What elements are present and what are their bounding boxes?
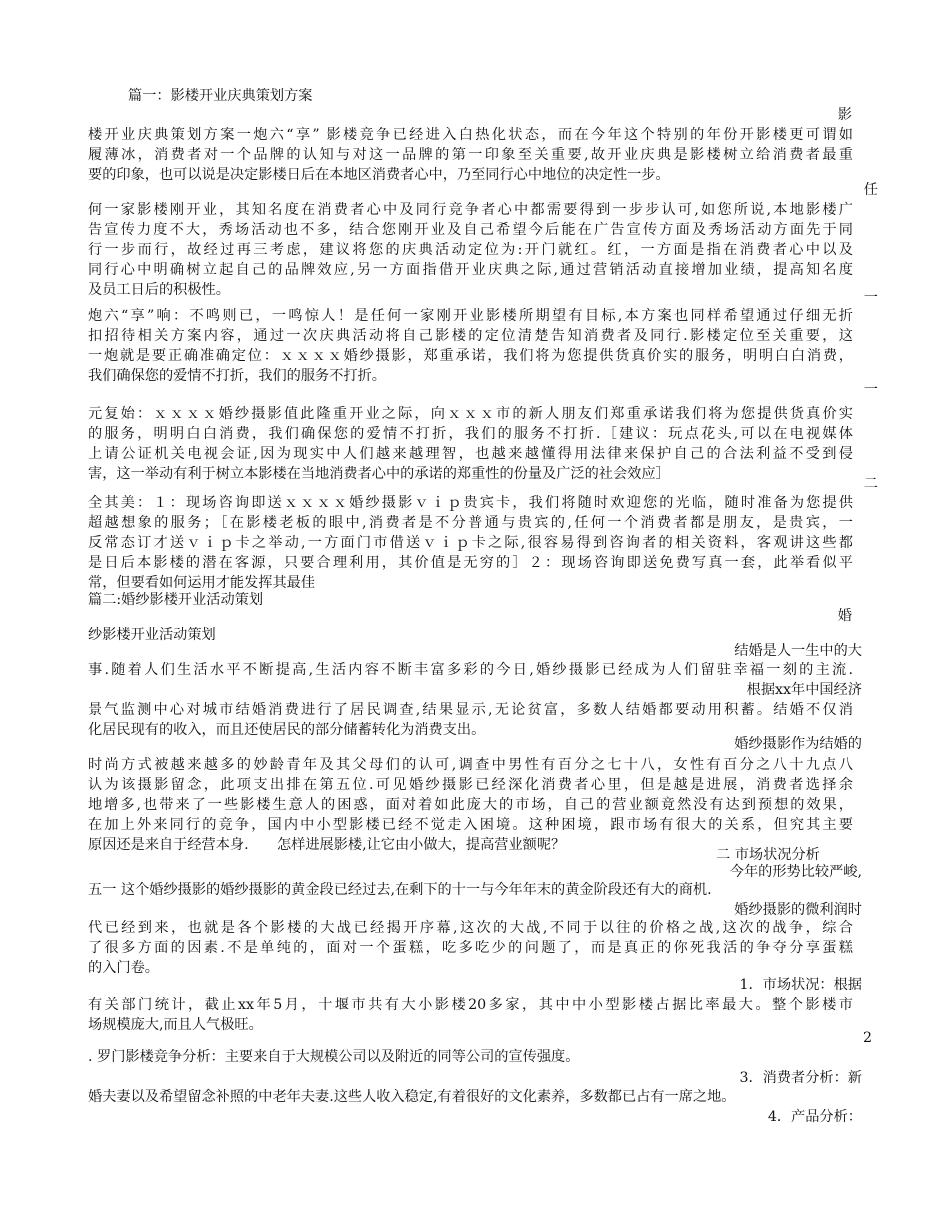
section-heading-market: 二 市场状况分析 xyxy=(716,847,820,863)
paragraph-line: 全其美：１：现场咨询即送ｘｘｘｘ婚纱摄影ｖｉｐ贵宾卡，我们将随时欢迎您的光临，随时准备为您提供 xyxy=(88,495,853,511)
paragraph-line: 婚夫妻以及希望留念补照的中老年夫妻.这些人收入稳定,有着很好的文化素养，多数都已占有一席之地。 xyxy=(88,1089,736,1105)
paragraph-line: 行一步而行，故经过再三考虑，建议将您的庆典活动定位为:开门就红。红，一方面是指在消费者心中以及 xyxy=(88,242,853,258)
line-fragment: 婚纱摄影的微利润时 xyxy=(734,902,862,918)
line-fragment: 2 xyxy=(862,1030,872,1046)
line-fragment: 一 xyxy=(863,290,878,306)
paragraph-line: 何一家影楼刚开业，其知名度在消费者心中及同行竞争者心中都需要得到一步步认可,如您所说,本地影楼广 xyxy=(88,202,853,218)
paragraph-line: 要的印象，也可以说是决定影楼日后在本地区消费者心中，乃至同行心中地位的决定性一步。 xyxy=(88,167,670,183)
paragraph-line: 景气监测中心对城市结婚消费进行了居民调查,结果显示,无论贫富，多数人结婚都要动用积蓄。结婚不仅消 xyxy=(88,702,853,718)
paragraph-line: 反常态订才送ｖｉｐ卡之举动,一方面门市借送ｖｉｐ卡之际,很容易得到咨询者的相关资料，客观讲这些都 xyxy=(88,535,853,551)
heading-part-one: 篇一：影楼开业庆典策划方案 xyxy=(128,88,313,104)
paragraph-line: 有关部门统计，截止xx年5月，十堰市共有大小影楼20多家，其中中小型影楼占据比率最大。整个影楼市 xyxy=(88,997,853,1013)
line-fragment: 一 xyxy=(863,382,878,398)
line-fragment: 根据xx年中国经济 xyxy=(746,682,862,698)
line-fragment: 3．消费者分析：新 xyxy=(739,1070,862,1086)
paragraph-line: . 罗门影楼竞争分析：主要来自于大规模公司以及附近的同等公司的宣传强度。 xyxy=(88,1049,580,1065)
paragraph-line: 原因还是来自于经营本身. 怎样进展影楼,让它由小做大，提高营业额呢？ xyxy=(88,837,566,853)
paragraph-line: 在加上外来同行的竞争，国内中小型影楼已经不觉走入困境。这种困境，跟市场有很大的关系，但究其主要 xyxy=(88,817,853,833)
paragraph-line: 认为该摄影留念，此项支出排在第五位.可见婚纱摄影已经深化消费者心里，但是越是进展，消费者选择余 xyxy=(88,777,853,793)
line-fragment: 二 xyxy=(863,476,878,492)
heading-part-two: 篇二:婚纱影楼开业活动策划 xyxy=(88,592,264,608)
paragraph-line: 纱影楼开业活动策划 xyxy=(88,627,216,643)
line-fragment: 婚纱摄影作为结婚的 xyxy=(734,736,862,752)
line-fragment: 1．市场状况：根据 xyxy=(739,977,862,993)
paragraph-line: 上请公证机关电视会证,因为现实中人们越来越理智，也越来越懂得用法律来保护自己的合法利益不受到侵 xyxy=(88,446,853,462)
paragraph-line: 履薄冰，消费者对一个品牌的认知与对这一品牌的第一印象至关重要,故开业庆典是影楼树立给消费者最重 xyxy=(88,147,853,163)
paragraph-line: 及员工日后的积极性。 xyxy=(88,282,230,298)
paragraph-line: 时尚方式被越来越多的妙龄青年及其父母们的认可,调查中男性有百分之七十八，女性有百分之八十九点八 xyxy=(88,757,853,773)
paragraph-line: 我们确保您的爱情不打折，我们的服务不打折。 xyxy=(88,368,386,384)
paragraph-line: 代已经到来，也就是各个影楼的大战已经揭开序幕,这次的大战,不同于以往的价格之战,这次的战争，综合 xyxy=(88,920,853,936)
paragraph-line: 是日后本影楼的潜在客源，只要合理利用，其价值是无穷的］２：现场咨询即送免费写真一套，此举看似平 xyxy=(88,555,853,571)
paragraph-line: 事.随着人们生活水平不断提高,生活内容不断丰富多彩的今日,婚纱摄影已经成为人们留驻幸福一刻的主流. xyxy=(88,662,853,678)
line-fragment: 影 xyxy=(837,107,852,123)
paragraph-line: 一炮就是要正确准确定位：ｘｘｘｘ婚纱摄影，郑重承诺，我们将为您提供货真价实的服务，明明白白消费， xyxy=(88,348,853,364)
paragraph-line: 的入门卷。 xyxy=(88,960,159,976)
paragraph-line: 的服务，明明白白消费，我们确保您的爱情不打折，我们的服务不打折.［建议：玩点花头,可以在电视媒体 xyxy=(88,426,853,442)
paragraph-line: 五一 这个婚纱摄影的婚纱摄影的黄金段已经过去,在剩下的十一与今年年末的黄金阶段还有大的商机. xyxy=(88,882,712,898)
line-fragment: 4．产品分析： xyxy=(767,1109,862,1125)
paragraph-line: 超越想象的服务；［在影楼老板的眼中,消费者是不分普通与贵宾的,任何一个消费者都是朋友，是贵宾，一 xyxy=(88,515,853,531)
line-fragment: 任 xyxy=(863,182,878,198)
paragraph-line: 常，但要看如何运用才能发挥其最佳 xyxy=(88,575,316,591)
paragraph-line: 害，这一举动有利于树立本影楼在当地消费者心中的承诺的郑重性的份量及广泛的社会效应］ xyxy=(88,466,670,482)
paragraph-line: 元复始：ｘｘｘｘ婚纱摄影值此隆重开业之际，向ｘｘｘ市的新人朋友们郑重承诺我们将为您提供货真价实 xyxy=(88,406,853,422)
line-fragment: 婚 xyxy=(837,608,852,624)
paragraph-line: 扣招待相关方案内容，通过一次庆典活动将自己影楼的定位清楚告知消费者及同行.影楼定位至关重要，这 xyxy=(88,328,853,344)
paragraph-line: 地增多,也带来了一些影楼生意人的困惑，面对着如此庞大的市场，自己的营业额竟然没有达到预想的效果， xyxy=(88,797,853,813)
paragraph-line: 告宣传力度不大，秀场活动也不多，结合您刚开业及自己希望今后能在广告宣传方面及秀场活动方面先于同 xyxy=(88,222,853,238)
paragraph-line: 同行心中明确树立起自己的品牌效应,另一方面指借开业庆典之际,通过营销活动直接增加业绩，提高知名度 xyxy=(88,262,853,278)
paragraph-line: 炮六“享”响：不鸣则已，一鸣惊人！是任何一家刚开业影楼所期望有目标,本方案也同样希望通过仔细无折 xyxy=(88,308,853,324)
paragraph-line: 楼开业庆典策划方案一炮六“享” 影楼竞争已经进入白热化状态，而在今年这个特别的年份开影楼更可谓如 xyxy=(88,127,853,143)
paragraph-line: 化居民现有的收入，而且还使居民的部分储蓄转化为消费支出。 xyxy=(88,722,486,738)
line-fragment: 今年的形势比较严峻, xyxy=(729,864,862,880)
paragraph-line: 场规模庞大,而且人气极旺。 xyxy=(88,1017,263,1033)
line-fragment: 结婚是人一生中的大 xyxy=(734,643,862,659)
paragraph-line: 了很多方面的因素.不是单纯的，面对一个蛋糕，吃多吃少的问题了，而是真正的你死我活的争夺分享蛋糕 xyxy=(88,940,853,956)
